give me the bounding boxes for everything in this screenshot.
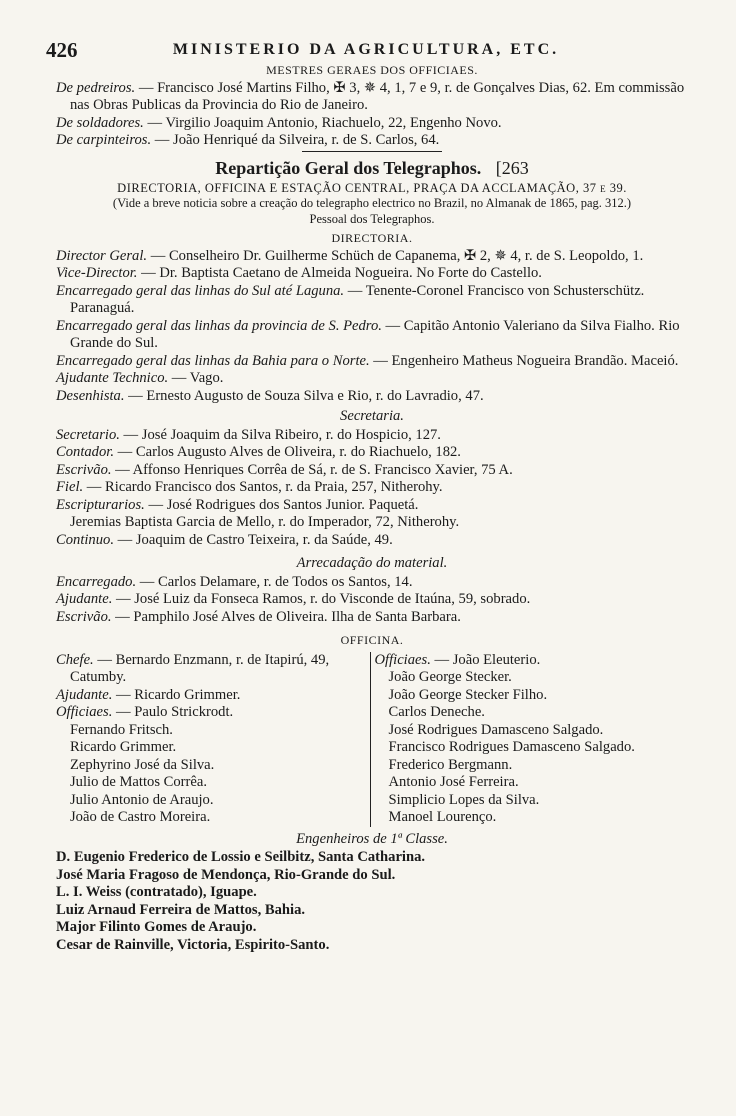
mestres-title: MESTRES GERAES DOS OFFICIAES. <box>266 63 478 77</box>
entry-line <box>56 462 688 480</box>
entry-line <box>56 132 688 150</box>
entry-line <box>56 248 688 266</box>
entry-text: Julio de Mattos Corrêa. <box>70 774 207 790</box>
entry-label: Officiaes. <box>56 704 113 720</box>
entry-label: Vice-Director. <box>56 265 138 281</box>
entry-line <box>375 687 689 705</box>
running-title: MINISTERIO DA AGRICULTURA, ETC. <box>172 41 560 58</box>
entry-text: — Ricardo Francisco dos Santos, r. da Praia, 257, Nitherohy. <box>83 479 443 495</box>
entry-text: José Rodrigues Damasceno Salgado. <box>388 721 604 738</box>
entry-line <box>56 722 370 740</box>
entry-text: — Capitão Antonio Valeriano da Silva Fialho. Rio Grande do Sul. <box>70 317 680 351</box>
entry-text: — Virgilio Joaquim Antonio, Riachuelo, 22, Engenho Novo. <box>143 114 502 131</box>
entry-label: Secretario. <box>56 426 120 443</box>
entry-text: Antonio José Ferreira. <box>388 774 519 790</box>
entry-text: — Dr. Baptista Caetano de Almeida Nogueira. No Forte do Castello. <box>137 265 542 281</box>
entry-text: — João Eleuterio. <box>430 651 541 668</box>
entry-label: Escrivão. <box>56 461 112 478</box>
entry-text: Manoel Lourenço. <box>388 809 497 825</box>
entry-text: — José Rodrigues dos Santos Junior. Paquetá. <box>144 496 419 513</box>
entry-line <box>56 318 688 353</box>
entry-text: — Ricardo Grimmer. <box>112 686 241 703</box>
entry-text: — Tenente-Coronel Francisco von Schusterschütz. Paranaguá. <box>70 282 645 316</box>
entry-text: — Engenheiro Matheus Nogueira Brandão. Maceió. <box>369 352 679 369</box>
divider <box>302 151 442 152</box>
section-title-text: Repartição Geral dos Telegraphos. <box>215 157 482 178</box>
entry-line <box>56 444 688 462</box>
entry-line <box>375 722 689 740</box>
entry-line <box>375 757 689 775</box>
engineer-line: Major Filinto Gomes de Araujo. <box>56 919 257 935</box>
entry-text: João George Stecker Filho. <box>388 686 548 703</box>
directoria-title: DIRECTORIA. <box>331 231 413 245</box>
entry-label: Encarregado. <box>56 573 137 590</box>
entry-text: João George Stecker. <box>388 669 512 685</box>
address-line: DIRECTORIA, OFFICINA E ESTAÇÃO CENTRAL, PRAÇA DA ACCLAMAÇÃO, 37 e 39. <box>117 181 627 195</box>
entry-label: Ajudante. <box>56 686 113 703</box>
entry-label: Officiaes. <box>374 651 431 668</box>
entry-text: — Carlos Delamare, r. de Todos os Santos, 14. <box>136 573 413 590</box>
entry-text: — Joaquim de Castro Teixeira, r. da Saúde, 49. <box>113 531 393 548</box>
page-body <box>56 62 688 954</box>
entry-line <box>56 80 688 115</box>
entry-line <box>56 497 688 515</box>
entry-line <box>56 574 688 592</box>
pessoal-title: Pessoal dos Telegraphos. <box>309 212 435 226</box>
entry-text: — Vago. <box>168 370 224 386</box>
entry-text: — Ernesto Augusto de Souza Silva e Rio, r. do Lavradio, 47. <box>124 387 484 404</box>
entry-label: Ajudante. <box>56 591 113 607</box>
officina-title: OFFICINA. <box>340 633 404 647</box>
entry-text: — Pamphilo José Alves de Oliveira. Ilha de Santa Barbara. <box>111 608 461 625</box>
entry-line <box>56 652 370 687</box>
entry-label: Escrivão. <box>56 608 112 625</box>
entry-line <box>56 370 688 388</box>
entry-line <box>56 687 370 705</box>
entry-line <box>56 388 688 406</box>
entry-line <box>375 704 689 722</box>
entry-label: Encarregado geral das linhas da provincia de S. Pedro. <box>56 317 382 334</box>
officina-columns <box>56 652 688 827</box>
entry-line <box>56 739 370 757</box>
entry-text: João de Castro Moreira. <box>70 809 211 825</box>
entry-line <box>56 774 370 792</box>
engenheiros-list <box>56 849 688 954</box>
entry-label: De carpinteiros. <box>56 132 152 148</box>
entry-label: De soldadores. <box>56 114 144 131</box>
mestres-list <box>56 80 688 150</box>
section-ref: [263 <box>495 157 529 178</box>
entry-label: Escripturarios. <box>56 496 145 513</box>
note-line: (Vide a breve noticia sobre a creação do telegrapho electrico no Brazil, no Almanak de 1865, pag. 312.) <box>112 196 632 210</box>
officina-right-column <box>370 652 689 827</box>
entry-text: Zephyrino José da Silva. <box>70 756 215 773</box>
entry-text: — Paulo Strickrodt. <box>112 704 234 720</box>
entry-line <box>56 265 688 283</box>
entry-line <box>56 757 370 775</box>
entry-line <box>375 774 689 792</box>
entry-text: — Bernardo Enzmann, r. de Itapirú, 49, Catumby. <box>70 651 330 685</box>
entry-line <box>375 809 689 827</box>
entry-label: De pedreiros. <box>56 79 136 96</box>
entry-line <box>56 115 688 133</box>
entry-label: Desenhista. <box>56 387 125 404</box>
arrecadacao-title: Arrecadação do material. <box>296 555 448 571</box>
entry-text: Ricardo Grimmer. <box>70 739 177 755</box>
entry-line <box>375 739 689 757</box>
entry-text: — José Luiz da Fonseca Ramos, r. do Visconde de Itaúna, 59, sobrado. <box>112 591 531 607</box>
entry-label: Continuo. <box>56 531 114 548</box>
entry-text: — Carlos Augusto Alves de Oliveira, r. do Riachuelo, 182. <box>113 444 461 460</box>
entry-line <box>375 669 689 687</box>
entry-line <box>375 792 689 810</box>
engineer-line: Cesar de Rainville, Victoria, Espirito-Santo. <box>56 936 330 953</box>
entry-text: Frederico Bergmann. <box>388 756 513 773</box>
secretaria-title: Secretaria. <box>340 408 404 424</box>
section-title <box>56 157 688 178</box>
engineer-line: José Maria Fragoso de Mendonça, Rio-Grande do Sul. <box>56 866 396 883</box>
entry-line <box>56 479 688 497</box>
entry-text: Fernando Fritsch. <box>70 721 173 738</box>
entry-label: Fiel. <box>56 479 84 495</box>
entry-text: — José Joaquim da Silva Ribeiro, r. do Hospicio, 127. <box>119 426 441 443</box>
engenheiros-title: Engenheiros de 1ª Classe. <box>296 830 448 847</box>
entry-text: Julio Antonio de Araujo. <box>70 791 214 808</box>
arrecadacao-list <box>56 574 688 627</box>
entry-line <box>56 591 688 609</box>
entry-label: Encarregado geral das linhas do Sul até Laguna. <box>56 282 345 299</box>
page-number: 426 <box>46 38 78 62</box>
entry-text: — Affonso Henriques Corrêa de Sá, r. de S. Francisco Xavier, 75 A. <box>111 461 513 478</box>
entry-text: — Francisco José Martins Filho, ✠ 3, ✵ 4, 1, 7 e 9, r. de Gonçalves Dias, 62. Em commissão nas Obras Publicas da Provincia do Rio de Janeiro. <box>70 79 685 113</box>
entry-label: Director Geral. <box>56 247 148 264</box>
entry-text: Jeremias Baptista Garcia de Mello, r. do Imperador, 72, Nitherohy. <box>70 514 460 530</box>
entry-line <box>56 809 370 827</box>
secretaria-list <box>56 427 688 550</box>
entry-line <box>56 609 688 627</box>
entry-line <box>56 792 370 810</box>
entry-text: — Conselheiro Dr. Guilherme Schüch de Capanema, ✠ 2, ✵ 4, r. de S. Leopoldo, 1. <box>147 247 644 264</box>
entry-label: Contador. <box>56 444 114 460</box>
entry-line <box>56 514 688 532</box>
officina-left-column <box>56 652 370 827</box>
entry-line <box>56 532 688 550</box>
entry-label: Encarregado geral das linhas da Bahia para o Norte. <box>56 352 370 369</box>
entry-label: Chefe. <box>56 651 94 668</box>
engineer-line: Luiz Arnaud Ferreira de Mattos, Bahia. <box>56 901 306 918</box>
engineer-line: L. I. Weiss (contratado), Iguape. <box>56 884 257 900</box>
page-header <box>46 38 686 62</box>
entry-text: Francisco Rodrigues Damasceno Salgado. <box>388 739 635 755</box>
engineer-line: D. Eugenio Frederico de Lossio e Seilbitz, Santa Catharina. <box>56 849 426 865</box>
entry-line <box>375 652 689 670</box>
directoria-list <box>56 248 688 406</box>
entry-line <box>56 353 688 371</box>
entry-text: Simplicio Lopes da Silva. <box>388 791 540 808</box>
entry-text: Carlos Deneche. <box>388 704 485 720</box>
entry-line <box>56 283 688 318</box>
entry-line <box>56 704 370 722</box>
entry-line <box>56 427 688 445</box>
entry-label: Ajudante Technico. <box>56 370 169 386</box>
entry-text: — João Henriqué da Silveira, r. de S. Carlos, 64. <box>151 132 440 148</box>
